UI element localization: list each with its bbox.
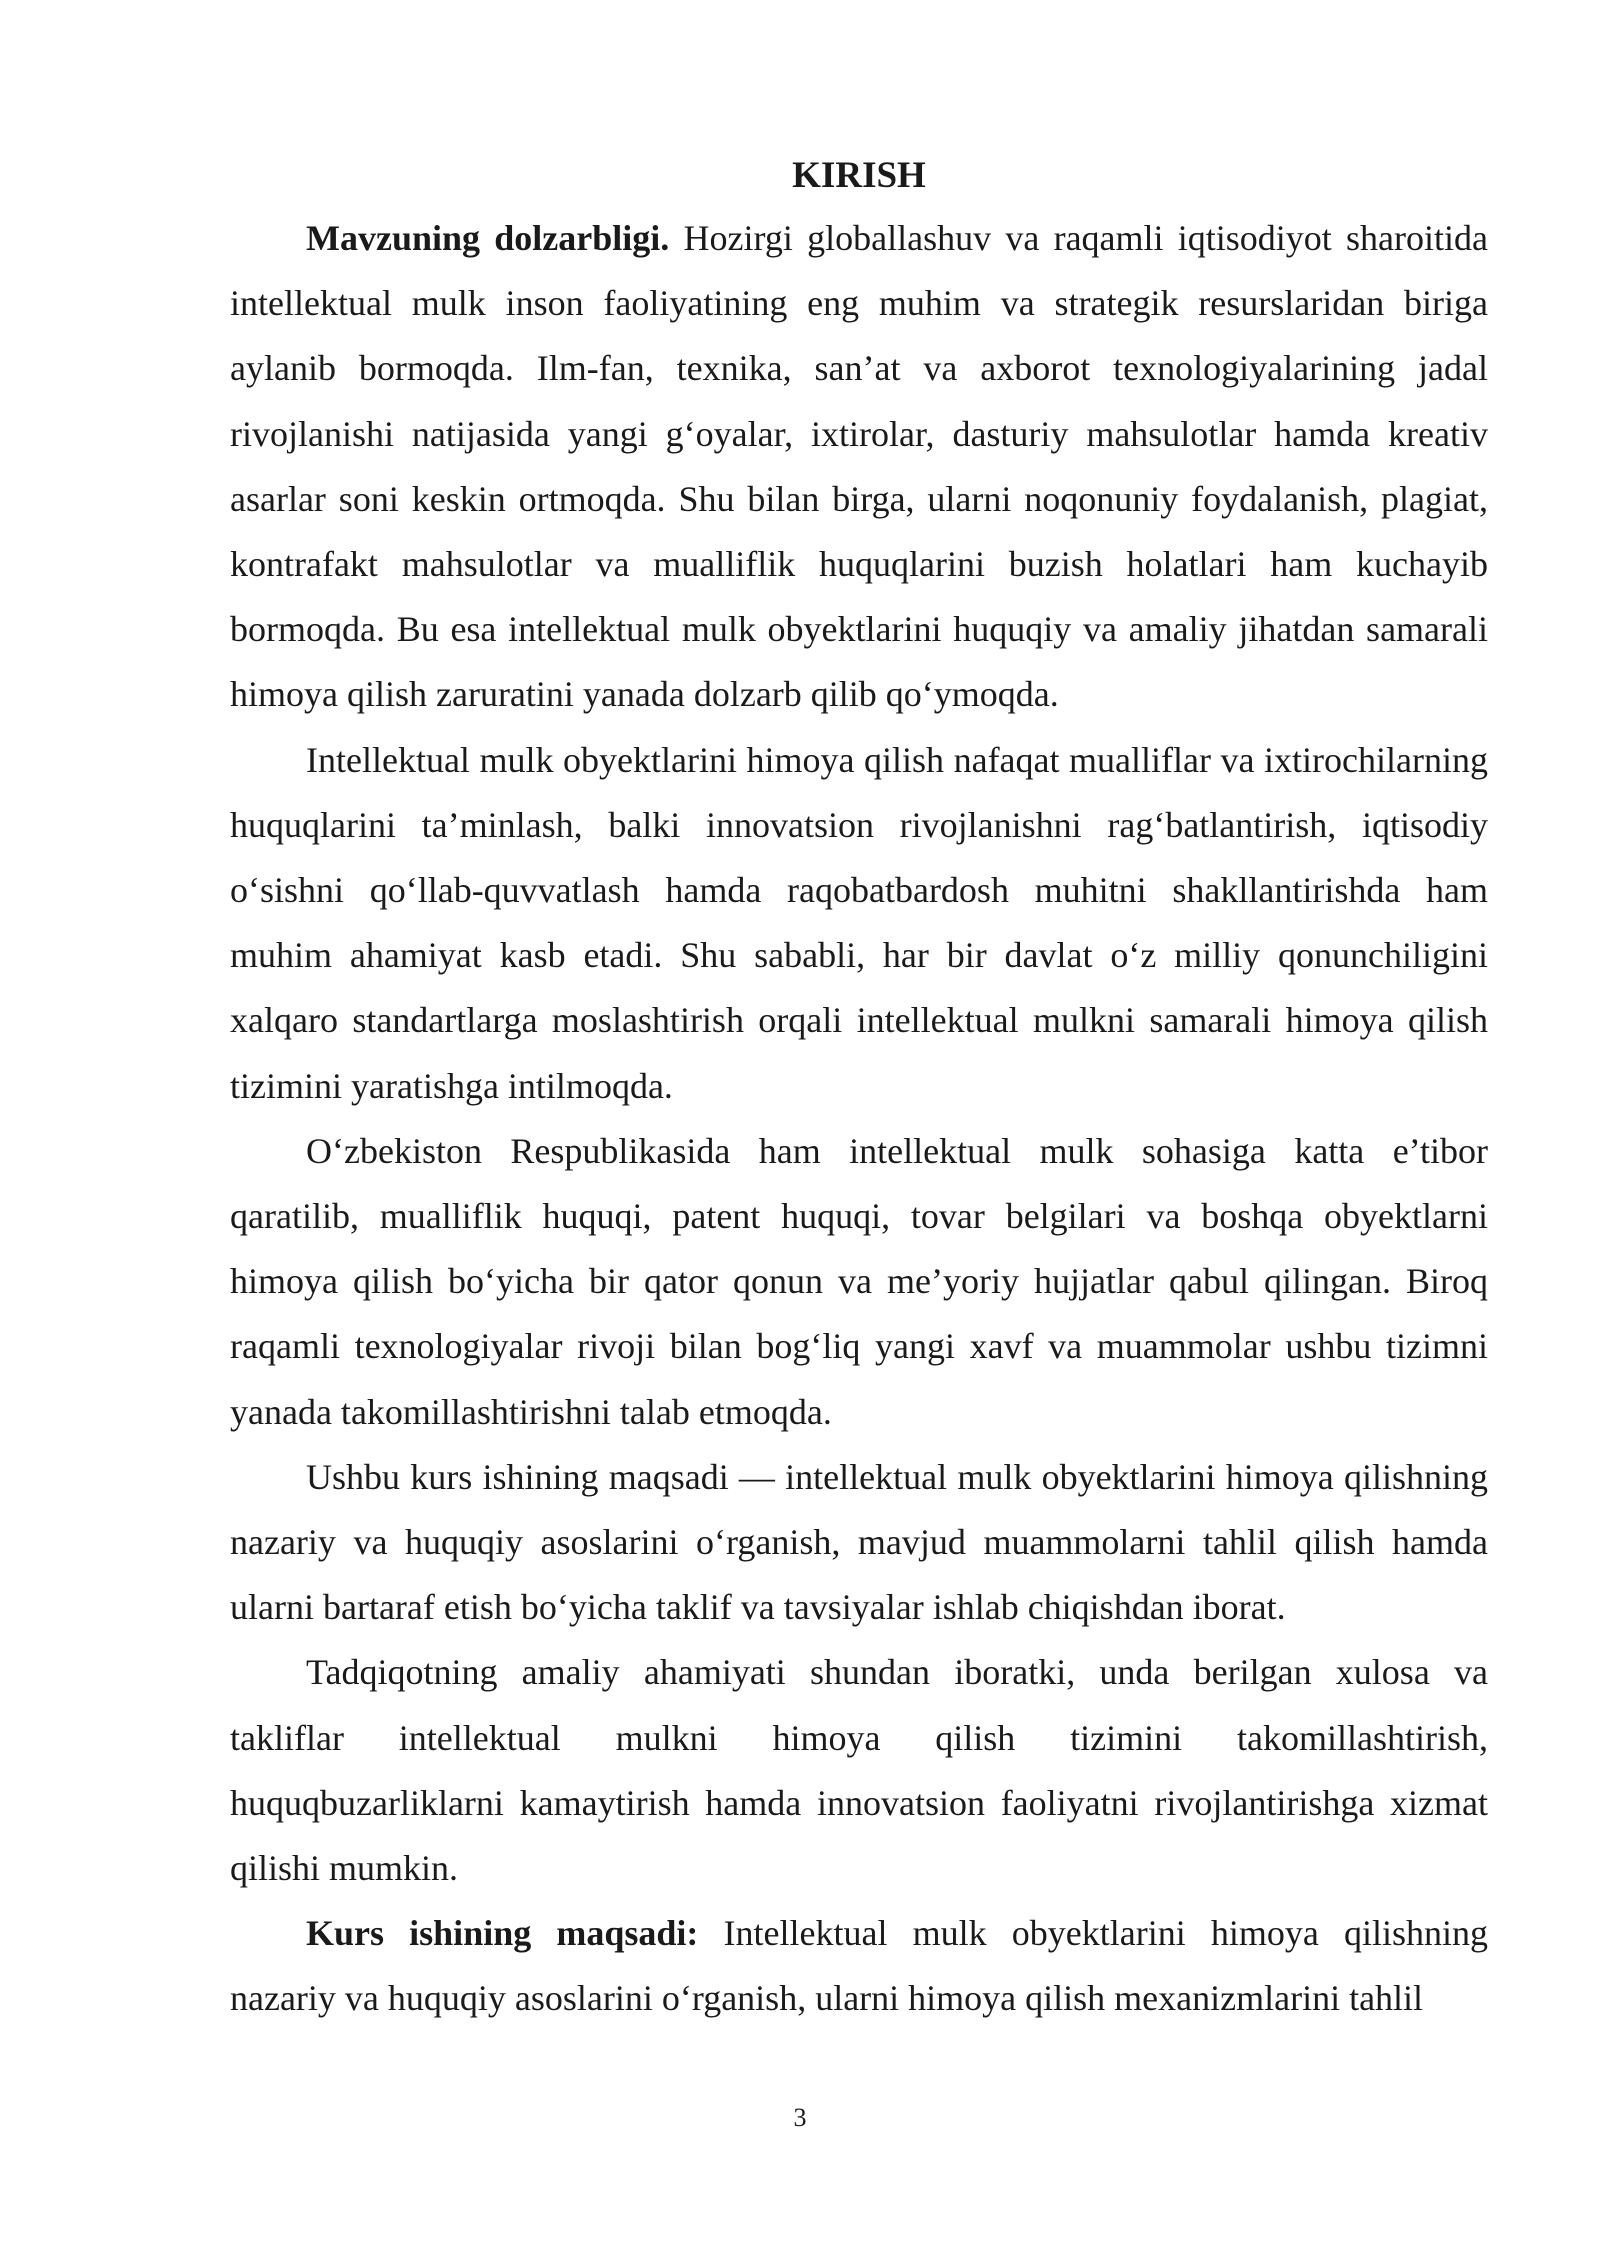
- paragraph-text: Hozirgi globallashuv va raqamli iqtisodiyot sharoitida intellektual mulk inson faoliyatining eng muhim va strategik resurslaridan biriga aylanib bormoqda. Ilm-fan, texnika, san’at va axborot texnologiyalarining jadal rivojlanishi natijasida yangi g‘oyalar, ixtirolar, dasturiy mahsulotlar hamda kreativ asarlar soni keskin ortmoqda. Shu bilan birga, ularni noqonuniy foydalanish, plagiat, kontrafakt mahsulotlar va mualliflik huquqlarini buzish holatlari ham kuchayib bormoqda. Bu esa intellektual mulk obyektlarini huquqiy va amaliy jihatdan samarali himoya qilish zaruratini yanada dolzarb qilib qo‘ymoqda.: [230, 218, 1489, 715]
- paragraph-course-objective: [230, 1901, 1488, 2031]
- paragraph-text: Ushbu kurs ishining maqsadi — intellektual mulk obyektlarini himoya qilishning nazariy va huquqiy asoslarini o‘rganish, mavjud muammolarni tahlil qilish hamda ularni bartaraf etish bo‘yicha taklif va tavsiyalar ishlab chiqishdan iborat.: [230, 1456, 1488, 1628]
- paragraph-protection-importance: [230, 728, 1488, 1119]
- paragraph-lead: Kurs ishining maqsadi:: [306, 1913, 699, 1954]
- paragraph-text: Intellektual mulk obyektlarini himoya qilish nafaqat mualliflar va ixtirochilarning huquqlarini ta’minlash, balki innovatsion rivojlanishni rag‘batlantirish, iqtisodiy o‘sishni qo‘llab-quvvatlash hamda raqobatbardosh muhitni shakllantirishda ham muhim ahamiyat kasb etadi. Shu sababli, har bir davlat o‘z milliy qonunchiligini xalqaro standartlarga moslashtirish orqali intellektual mulkni samarali himoya qilish tizimini yaratishga intilmoqda.: [230, 739, 1488, 1106]
- page-content: [230, 146, 1488, 2032]
- paragraph-course-goal: [230, 1445, 1488, 1641]
- paragraph-relevance: [230, 206, 1488, 728]
- paragraph-lead: Mavzuning dolzarbligi.: [306, 218, 670, 258]
- paragraph-text: O‘zbekiston Respublikasida ham intellektual mulk sohasiga katta e’tibor qaratilib, mualliflik huquqi, patent huquqi, tovar belgilari va boshqa obyektlarni himoya qilish bo‘yicha bir qator qonun va me’yoriy hujjatlar qabul qilingan. Biroq raqamli texnologiyalar rivoji bilan bog‘liq yangi xavf va muammolar ushbu tizimni yanada takomillashtirishni talab etmoqda.: [230, 1130, 1488, 1432]
- page-title: KIRISH: [792, 155, 926, 196]
- paragraph-text: Intellektual mulk obyektlarini himoya qilishning nazariy va huquqiy asoslarini o‘rganish, ularni himoya qilish mexanizmlarini tahlil: [230, 1913, 1488, 2019]
- paragraph-practical-significance: [230, 1640, 1488, 1901]
- page-number: 3: [793, 2103, 807, 2132]
- paragraph-text: Tadqiqotning amaliy ahamiyati shundan iboratki, unda berilgan xulosa va takliflar intellektual mulkni himoya qilish tizimini takomillashtirish, huquqbuzarliklarni kamaytirish hamda innovatsion faoliyatni rivojlantirishga xizmat qilishi mumkin.: [230, 1652, 1488, 1889]
- paragraph-uzbekistan: [230, 1119, 1488, 1445]
